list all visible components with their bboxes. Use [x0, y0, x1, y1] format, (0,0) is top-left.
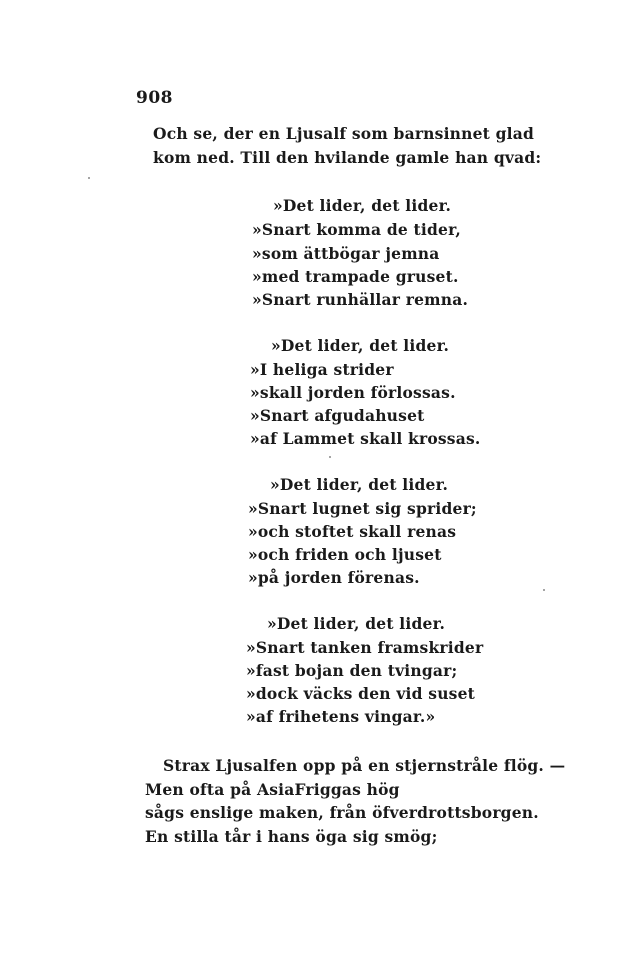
- stanza-line: »I heliga strider: [250, 360, 394, 379]
- closing-line: En stilla tår i hans öga sig smög;: [145, 827, 438, 846]
- stanza-line: »af Lammet skall krossas.: [250, 429, 481, 448]
- stanza-line: »dock väcks den vid suset: [246, 684, 476, 703]
- stanza-line: »Det lider, det lider.: [273, 196, 452, 215]
- stanza-line: »Det lider, det lider.: [270, 475, 449, 494]
- stanza-line: »Snart tanken framskrider: [246, 638, 484, 657]
- stanza-line: »Snart lugnet sig sprider;: [248, 499, 477, 518]
- closing-line: Men ofta på AsiaFriggas hög: [145, 780, 400, 799]
- stanza-line: »fast bojan den tvingar;: [246, 661, 458, 680]
- stanza-line: »på jorden förenas.: [248, 568, 420, 587]
- paper-speck: [329, 456, 331, 458]
- paper-speck: [88, 177, 90, 179]
- stanza-line: »Snart afgudahuset: [250, 406, 425, 425]
- stanza-line: »Det lider, det lider.: [267, 614, 446, 633]
- paper-speck: [543, 589, 545, 591]
- intro-line: kom ned. Till den hvilande gamle han qvad:: [153, 148, 542, 167]
- stanza-line: »och friden och ljuset: [248, 545, 442, 564]
- stanza-line: »som ättbögar jemna: [252, 244, 440, 263]
- stanza-line: »Det lider, det lider.: [271, 336, 450, 355]
- closing-line: Strax Ljusalfen opp på en stjernstråle flög. —: [163, 756, 566, 775]
- closing-line: sågs enslige maken, från öfverdrottsborgen.: [145, 803, 539, 822]
- stanza-line: »med trampade gruset.: [252, 267, 459, 286]
- stanza-line: »och stoftet skall renas: [248, 522, 457, 541]
- stanza-line: »af frihetens vingar.»: [246, 707, 436, 726]
- intro-line: Och se, der en Ljusalf som barnsinnet glad: [153, 124, 535, 143]
- stanza-line: »Snart komma de tider,: [252, 220, 461, 239]
- stanza-line: »skall jorden förlossas.: [250, 383, 456, 402]
- page-number: 908: [136, 88, 173, 108]
- stanza-line: »Snart runhällar remna.: [252, 290, 469, 309]
